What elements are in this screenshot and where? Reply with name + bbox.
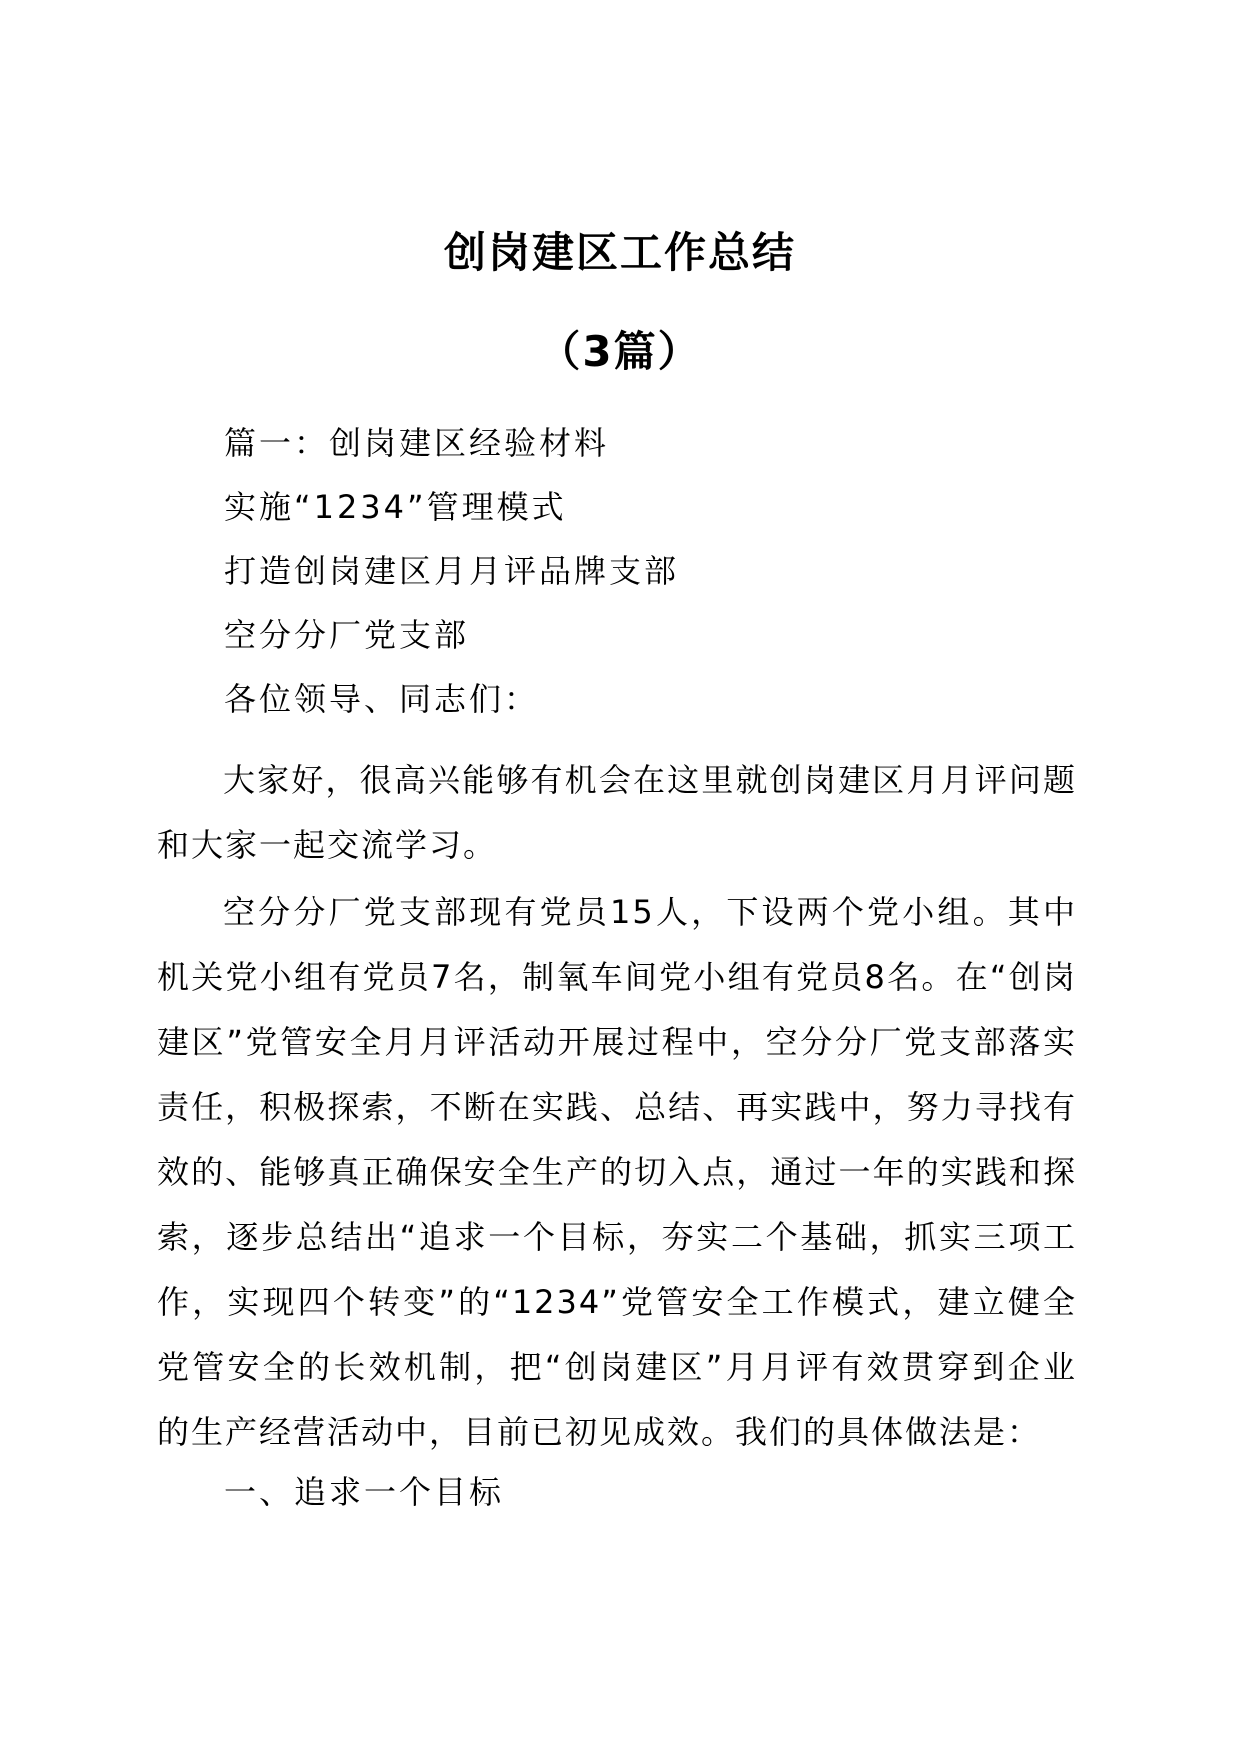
section-heading: 一、追求一个目标 (224, 1473, 505, 1511)
article-label: 篇一：创岗建区经验材料 (224, 424, 610, 462)
article-heading: 实施“1234”管理模式 (224, 488, 567, 526)
body-paragraph: 大家好，很高兴能够有机会在这里就创岗建区月月评问题和大家一起交流学习。 (157, 761, 1077, 864)
body-paragraph: 空分分厂党支部现有党员15人，下设两个党小组。其中机关党小组有党员7名，制氧车间党小组有党员8名。在“创岗建区”党管安全月月评活动开展过程中，空分分厂党支部落实责任，积极探索，不断在实践、总结、再实践中，努力寻找有效的、能够真正确保安全生产的切入点，通过一年的实践和探索，逐步总结出“追求一个目标，夯实二个基础，抓实三项工作，实现四个转变”的“1234”党管安全工作模式，建立健全党管安全的长效机制，把“创岗建区”月月评有效贯穿到企业的生产经营活动中，目前已初见成效。我们的具体做法是： (157, 893, 1077, 1451)
document-subtitle: （3篇） (538, 327, 702, 376)
document-title: 创岗建区工作总结 (443, 228, 796, 277)
article-subheading: 打造创岗建区月月评品牌支部 (224, 552, 680, 590)
salutation: 各位领导、同志们： (224, 680, 540, 718)
author-organization: 空分分厂党支部 (224, 616, 470, 654)
